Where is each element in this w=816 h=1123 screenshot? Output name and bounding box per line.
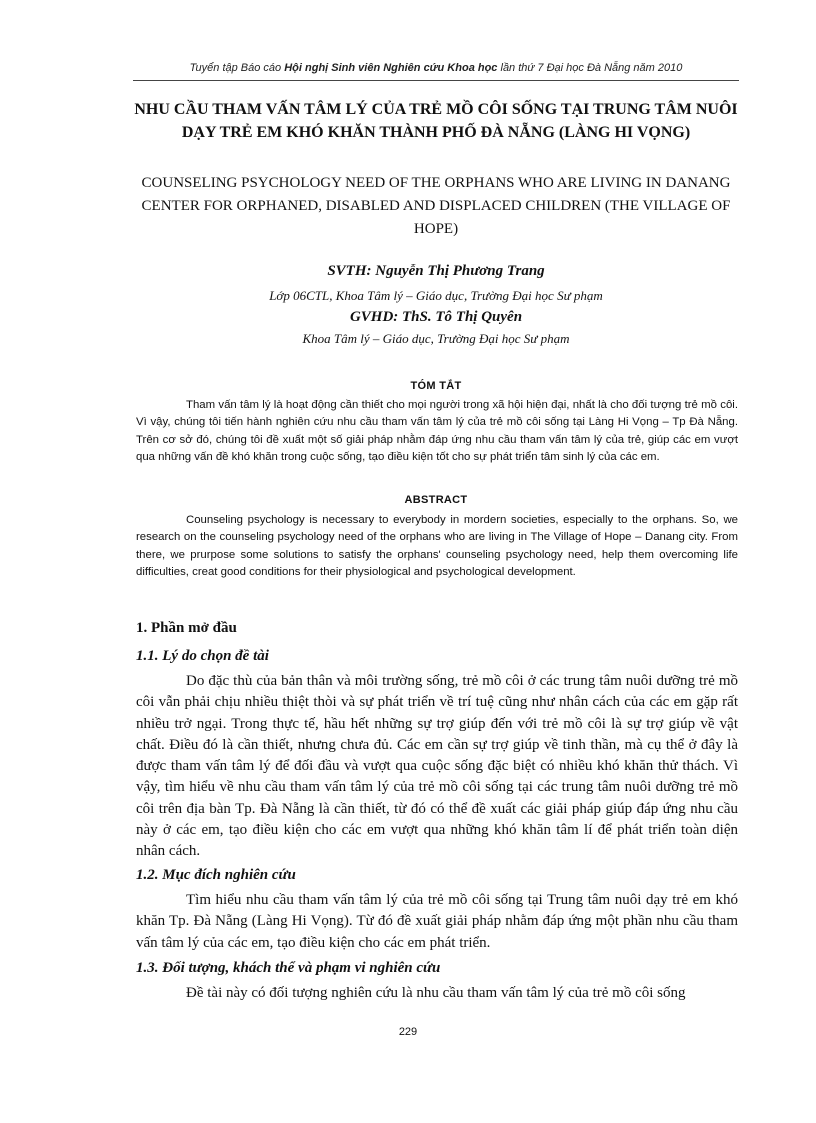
header-rule (133, 80, 739, 81)
advisor-name: GVHD: ThS. Tô Thị Quyên (349, 309, 523, 325)
summary-heading: TÓM TẮT (410, 380, 462, 392)
section-1-3-heading: 1.3. Đối tượng, khách thể và phạm vi nghiên cứu (136, 960, 441, 976)
student-affiliation: Lớp 06CTL, Khoa Tâm lý – Giáo dục, Trường Đại học Sư phạm (269, 288, 603, 303)
section-1-2-heading: 1.2. Mục đích nghiên cứu (136, 867, 296, 883)
header-suffix: lần thứ 7 Đại học Đà Nẵng năm 2010 (497, 62, 683, 74)
header-prefix: Tuyển tập Báo cáo (189, 62, 285, 74)
section-1-heading: 1. Phần mở đầu (136, 620, 237, 636)
header-conference: Hội nghị Sinh viên Nghiên cứu Khoa học (284, 62, 498, 74)
title-english: COUNSELING PSYCHOLOGY NEED OF THE ORPHANS WHO ARE LIVING IN DANANG CENTER FOR ORPHANED, DISABLED AND DISPLACED CHILDREN (THE VILLAGE OF HOPE) (141, 175, 731, 237)
section-1-3-text: Đề tài này có đối tượng nghiên cứu là nhu cầu tham vấn tâm lý của trẻ mồ côi sống (186, 985, 686, 1001)
student-name: SVTH: Nguyễn Thị Phương Trang (327, 263, 545, 279)
abstract-text: Counseling psychology is necessary to everybody in mordern societies, especially to the orphans. So, we research on the counseling psychology need of the orphans who are living in The Village of Hope – Danang city. From there, we prurpose some solutions to satisfy the orphans' counseling psychology need, help them overcoming life difficulties, creat good conditions for their physiological and psychological development. (136, 514, 738, 578)
section-1-2-text: Tìm hiểu nhu cầu tham vấn tâm lý của trẻ mồ côi sống tại Trung tâm nuôi dạy trẻ em khó khăn Tp. Đà Nẵng (Làng Hi Vọng). Từ đó đề xuất giải pháp nhằm đáp ứng một phần nhu cầu tham vấn tâm lý của các em, tạo điều kiện cho các em phát triển. (136, 892, 738, 951)
section-1-1-heading: 1.1. Lý do chọn đề tài (136, 648, 269, 664)
page-number: 229 (398, 1026, 418, 1038)
summary-text: Tham vấn tâm lý là hoạt động cần thiết cho mọi người trong xã hội hiện đại, nhất là cho đối tượng trẻ mồ côi. Vì vậy, chúng tôi tiến hành nghiên cứu nhu cầu tham vấn tâm lý của trẻ mồ côi sống tại Làng Hi Vọng – Tp Đà Nẵng. Trên cơ sở đó, chúng tôi đề xuất một số giải pháp nhằm đáp ứng nhu cầu tham vấn tâm lý của trẻ, giúp các em vượt qua những vấn đề khó khăn trong cuộc sống, tạo điều kiện tốt cho sự phát triển tâm sinh lý của các em. (136, 399, 738, 463)
running-header (133, 62, 739, 74)
advisor-affiliation: Khoa Tâm lý – Giáo dục, Trường Đại học Sư phạm (302, 331, 570, 346)
section-1-1-text: Do đặc thù của bản thân và môi trường sống, trẻ mồ côi ở các trung tâm nuôi dưỡng trẻ mồ côi vẫn phải chịu nhiều thiệt thòi và sự phát triển về trí tuệ cũng như nhân cách của các em gặp rất nhiều trở ngại. Trong thực tế, hầu hết những sự trợ giúp đến với trẻ mồ côi là sự trợ giúp về vật chất. Điều đó là cần thiết, nhưng chưa đủ. Các em cần sự trợ giúp về tinh thần, mà cụ thể ở đây là được tham vấn tâm lý để đối đầu và vượt qua cuộc sống đặc biệt có nhiều khó khăn thử thách. Vì vậy, tìm hiểu về nhu cầu tham vấn tâm lý của trẻ mồ côi sống tại các trung tâm nuôi dưỡng trẻ mồ côi trên địa bàn Tp. Đà Nẵng là cần thiết, từ đó có thể đề xuất các giải pháp giúp đáp ứng nhu cầu này ở các em, tạo điều kiện cho các em vượt qua những khó khăn tâm lí để phát triển toàn diện nhân cách. (136, 673, 738, 860)
abstract-heading: ABSTRACT (404, 494, 468, 506)
title-vietnamese: NHU CẦU THAM VẤN TÂM LÝ CỦA TRẺ MỒ CÔI SỐNG TẠI TRUNG TÂM NUÔI DẠY TRẺ EM KHÓ KHĂN THÀNH PHỐ ĐÀ NẴNG (LÀNG HI VỌNG) (134, 101, 738, 141)
